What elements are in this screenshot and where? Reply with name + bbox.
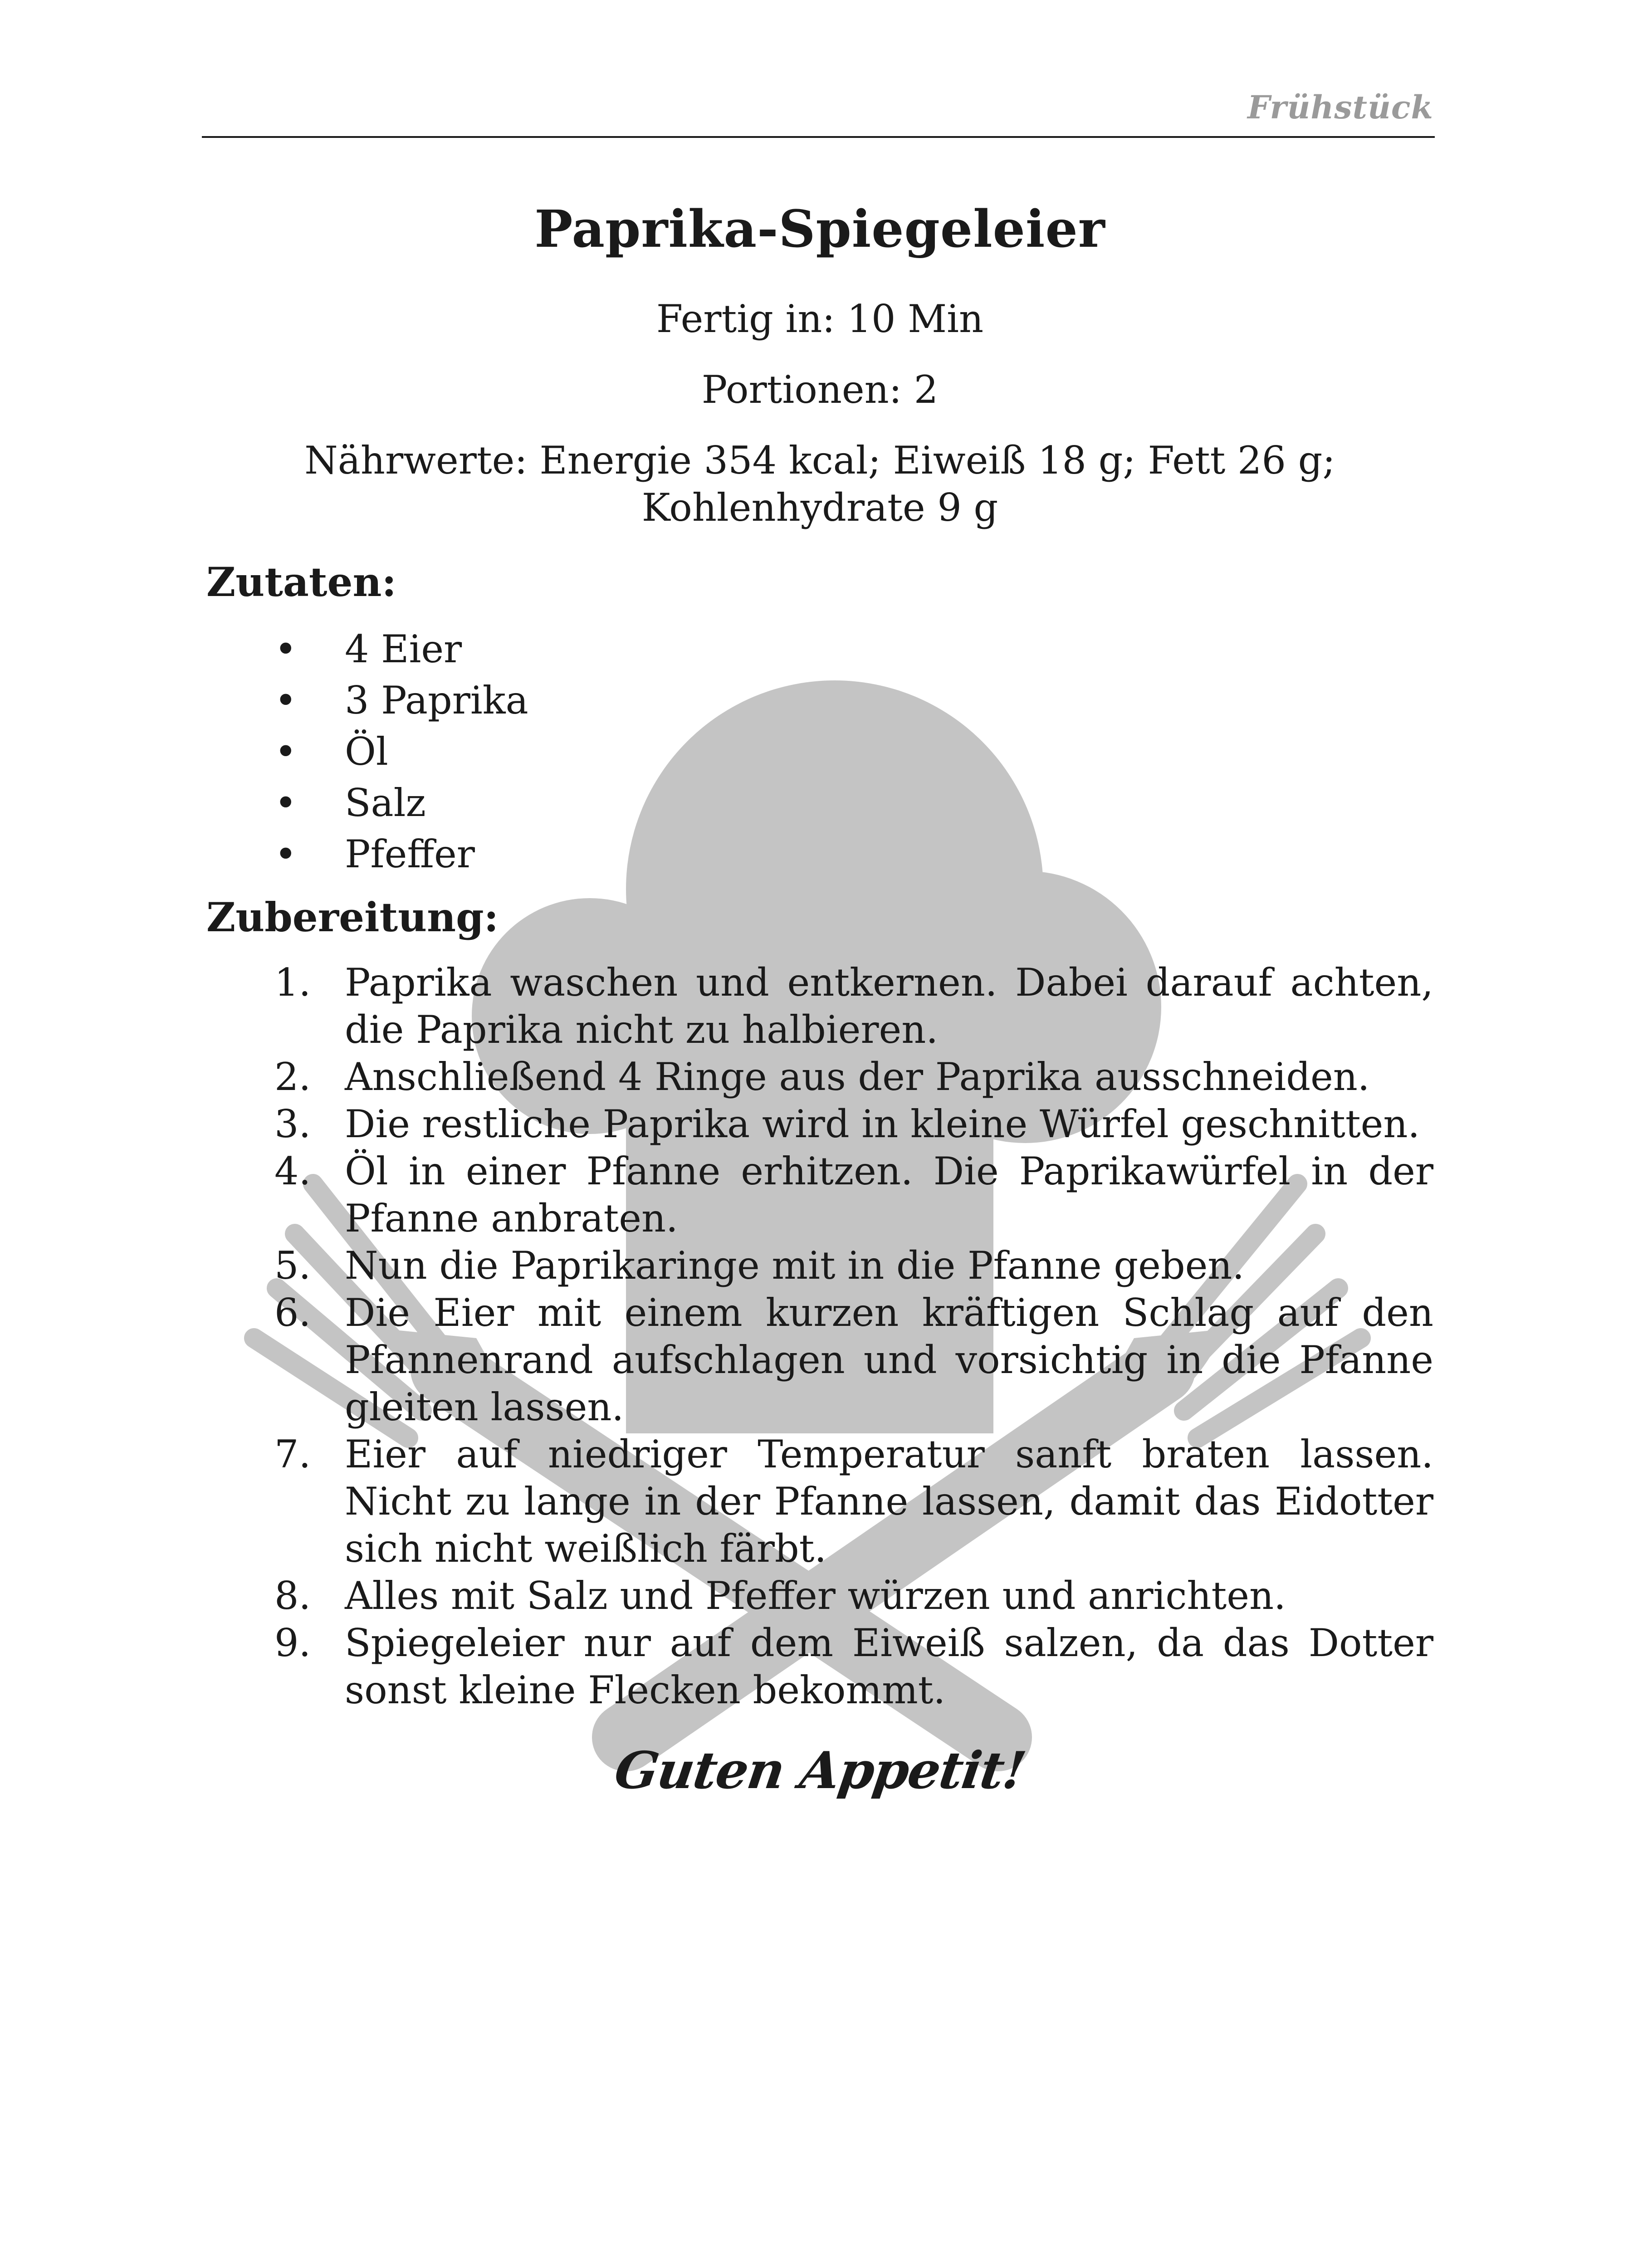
prep-time: Fertig in: 10 Min [656, 297, 984, 341]
recipe-meta [206, 295, 1433, 531]
ingredients-heading: Zutaten: [206, 558, 396, 606]
step-text: Alles mit Salz und Pfeffer würzen und anrichten. [345, 1574, 1286, 1618]
step-text: Nun die Paprikaringe mit in die Pfanne geben. [345, 1243, 1245, 1288]
nutrition-line-2: Kohlenhydrate 9 g [641, 485, 998, 530]
list-item: • 3 Paprika [206, 675, 1433, 726]
step-number: 1. [274, 960, 311, 1005]
step-text: Die Eier mit einem kurzen kräftigen Schlag auf den Pfannenrand aufschlagen und vorsichtig in die Pfanne gleiten lassen. [345, 1290, 1433, 1429]
list-item [206, 1242, 1433, 1289]
step-number: 8. [274, 1574, 311, 1618]
list-item [206, 1619, 1433, 1714]
list-item [206, 1053, 1433, 1100]
step-number: 9. [274, 1621, 311, 1665]
step-number: 7. [274, 1432, 311, 1476]
steps-list [206, 959, 1433, 1714]
step-text: Paprika waschen und entkernen. Dabei darauf achten, die Paprika nicht zu halbieren. [345, 960, 1433, 1052]
step-text: Anschließend 4 Ringe aus der Paprika ausschneiden. [345, 1055, 1370, 1099]
list-item [206, 1289, 1433, 1431]
step-number: 2. [274, 1055, 311, 1099]
running-head: Frühstück [1247, 88, 1433, 126]
ingredients-list [206, 624, 1433, 880]
step-text: Eier auf niedriger Temperatur sanft braten lassen. Nicht zu lange in der Pfanne lassen, damit das Eidotter sich nicht weißlich färbt. [345, 1432, 1433, 1571]
steps-heading: Zubereitung: [206, 894, 499, 941]
list-item [206, 1148, 1433, 1242]
nutrition-line-1: Nährwerte: Energie 354 kcal; Eiweiß 18 g; Fett 26 g; [304, 438, 1335, 483]
step-number: 3. [274, 1102, 311, 1146]
list-item [206, 1572, 1433, 1619]
recipe-content [206, 200, 1433, 1800]
step-number: 5. [274, 1243, 311, 1288]
list-item: • Öl [206, 726, 1433, 777]
list-item: • Pfeffer [206, 829, 1433, 880]
step-text: Öl in einer Pfanne erhitzen. Die Paprikawürfel in der Pfanne anbraten. [345, 1149, 1433, 1241]
recipe-title: Paprika-Spiegeleier [534, 200, 1105, 259]
list-item [206, 1431, 1433, 1572]
closing-greeting: Guten Appetit! [611, 1741, 1029, 1800]
step-number: 6. [274, 1290, 311, 1335]
list-item [206, 1100, 1433, 1148]
step-text: Die restliche Paprika wird in kleine Würfel geschnitten. [345, 1102, 1420, 1146]
list-item [206, 959, 1433, 1053]
step-number: 4. [274, 1149, 311, 1193]
step-text: Spiegeleier nur auf dem Eiweiß salzen, da das Dotter sonst kleine Flecken bekommt. [345, 1621, 1433, 1712]
servings: Portionen: 2 [701, 367, 939, 412]
list-item: • Salz [206, 777, 1433, 829]
list-item: • 4 Eier [206, 624, 1433, 675]
